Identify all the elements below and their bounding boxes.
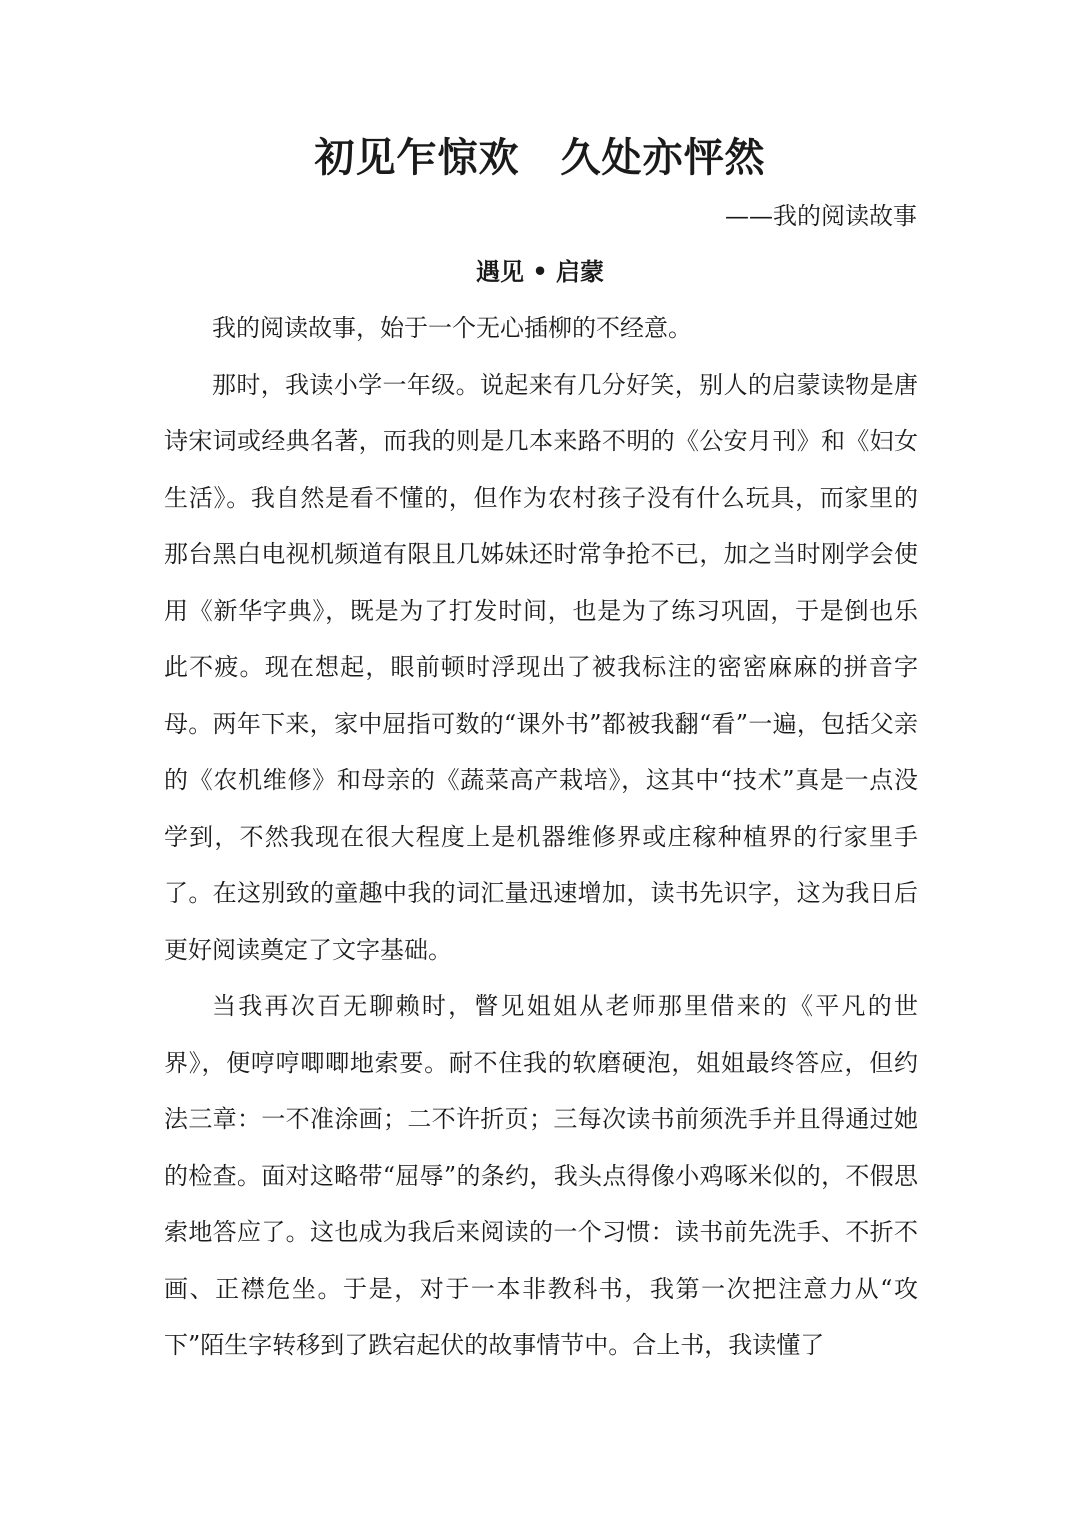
section-heading: 遇见 • 启蒙 <box>475 257 605 286</box>
document-subtitle: ——我的阅读故事 <box>725 202 917 230</box>
document-title: 初见乍惊欢 久处亦怦然 <box>314 134 766 181</box>
paragraph: 我的阅读故事，始于一个无心插柳的不经意。 <box>212 314 692 342</box>
paragraph: 那时，我读小学一年级。说起来有几分好笑，别人的启蒙读物是唐诗宋词或经典名著，而我的则是几本来路不明的《公安月刊》和《妇女生活》。我自然是看不懂的，但作为农村孩子没有什么玩具，而家里的那台黑白电视机频道有限且几姊妹还时常争抢不已，加之当时刚学会使用《新华字典》，既是为了打发时间，也是为了练习巩固，于是倒也乐此不疲。现在想起，眼前顿时浮现出了被我标注的密密麻麻的拼音字母。两年下来，家中屈指可数的“课外书”都被我翻“看”一遍，包括父亲的《农机维修》和母亲的《蔬菜高产栽培》，这其中“技术”真是一点没学到，不然我现在很大程度上是机器维修界或庄稼种植界的行家里手了。在这别致的童趣中我的词汇量迅速增加，读书先识字，这为我日后更好阅读奠定了文字基础。 <box>164 370 918 964</box>
body-text <box>164 300 918 1374</box>
paragraph: 当我再次百无聊赖时，瞥见姐姐从老师那里借来的《平凡的世界》，便哼哼唧唧地索要。耐不住我的软磨硬泡，姐姐最终答应，但约法三章：一不准涂画；二不许折页；三每次读书前须洗手并且得通过她的检查。面对这略带“屈辱”的条约，我头点得像小鸡啄米似的，不假思索地答应了。这也成为我后来阅读的一个习惯：读书前先洗手、不折不画、正襟危坐。于是，对于一本非教科书，我第一次把注意力从“攻下”陌生字转移到了跌宕起伏的故事情节中。合上书，我读懂了 <box>164 992 918 1359</box>
